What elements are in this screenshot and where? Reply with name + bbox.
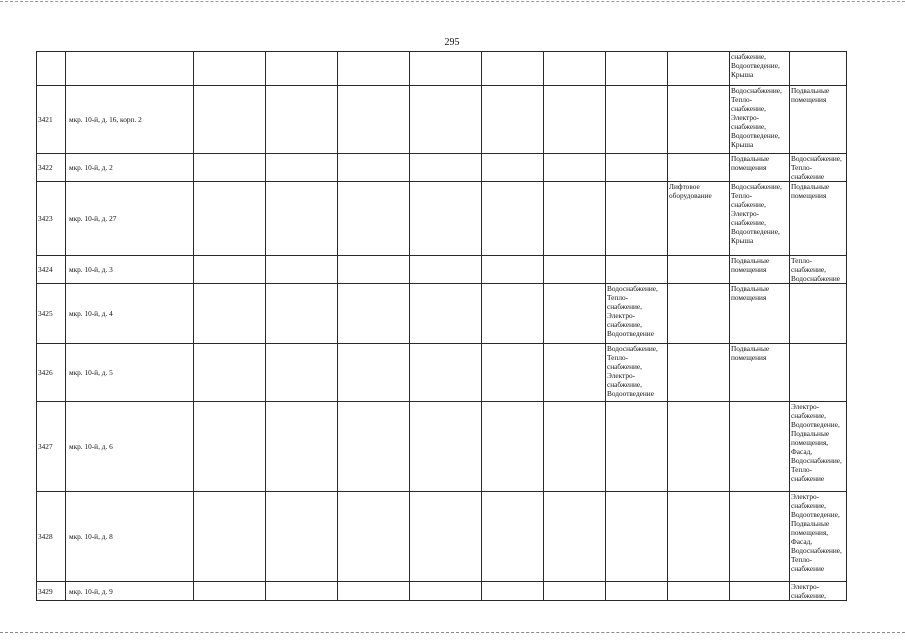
- empty-cell: [194, 154, 266, 182]
- empty-cell: [410, 182, 482, 256]
- address-cell: мкр. 10-й, д. 5: [66, 344, 194, 402]
- row-number-cell: 3426: [37, 344, 66, 402]
- empty-cell: [544, 402, 606, 492]
- work-type-cell: Подвальные помещения: [730, 344, 790, 402]
- empty-cell: [338, 86, 410, 154]
- empty-cell: [266, 582, 338, 601]
- empty-cell: [194, 182, 266, 256]
- address-cell: мкр. 10-й, д. 9: [66, 582, 194, 601]
- empty-cell: [544, 284, 606, 344]
- work-type-cell: [606, 582, 668, 601]
- table-row: [37, 492, 847, 582]
- empty-cell: [266, 154, 338, 182]
- address-cell: мкр. 10-й, д. 3: [66, 256, 194, 284]
- row-number-cell: 3422: [37, 154, 66, 182]
- empty-cell: [410, 154, 482, 182]
- page-number: 295: [444, 37, 460, 48]
- work-type-cell: Подвальные помещения: [790, 86, 847, 154]
- work-type-cell: Электро- снабжение, Водоотведение, Подвальные помещения, Фасад, Водоснабжение, Тепло- снабжение: [790, 492, 847, 582]
- work-type-cell: [668, 256, 730, 284]
- empty-cell: [410, 492, 482, 582]
- row-number-cell: 3424: [37, 256, 66, 284]
- empty-cell: [410, 402, 482, 492]
- empty-cell: [266, 52, 338, 86]
- address-cell: мкр. 10-й, д. 6: [66, 402, 194, 492]
- table-row: [37, 284, 847, 344]
- empty-cell: [266, 256, 338, 284]
- empty-cell: [482, 582, 544, 601]
- work-type-cell: [606, 86, 668, 154]
- empty-cell: [544, 182, 606, 256]
- work-type-cell: [668, 582, 730, 601]
- work-type-cell: [730, 492, 790, 582]
- empty-cell: [266, 492, 338, 582]
- empty-cell: [338, 52, 410, 86]
- work-type-cell: [606, 402, 668, 492]
- table-row: [37, 256, 847, 284]
- empty-cell: [482, 344, 544, 402]
- empty-cell: [194, 52, 266, 86]
- work-type-cell: [730, 582, 790, 601]
- empty-cell: [338, 284, 410, 344]
- work-type-cell: [668, 154, 730, 182]
- empty-cell: [194, 582, 266, 601]
- row-number-cell: 3427: [37, 402, 66, 492]
- table-row: [37, 344, 847, 402]
- empty-cell: [544, 52, 606, 86]
- work-type-cell: Лифтовое оборудование: [668, 182, 730, 256]
- empty-cell: [194, 492, 266, 582]
- work-type-cell: Электро- снабжение, Водоотведение, Подвальные помещения, Фасад, Водоснабжение, Тепло- снабжение: [790, 402, 847, 492]
- empty-cell: [266, 182, 338, 256]
- work-type-cell: Водоснабжение, Тепло- снабжение, Электро- снабжение, Водоотведение, Крыша: [730, 182, 790, 256]
- work-type-cell: [790, 284, 847, 344]
- empty-cell: [338, 256, 410, 284]
- empty-cell: [482, 182, 544, 256]
- empty-cell: [194, 86, 266, 154]
- empty-cell: [544, 86, 606, 154]
- empty-cell: [544, 492, 606, 582]
- scan-top-edge: [0, 1, 905, 3]
- empty-cell: [266, 402, 338, 492]
- empty-cell: [482, 402, 544, 492]
- empty-cell: [410, 582, 482, 601]
- table-row: [37, 86, 847, 154]
- work-type-cell: [606, 154, 668, 182]
- empty-cell: [482, 86, 544, 154]
- empty-cell: [194, 402, 266, 492]
- empty-cell: [410, 86, 482, 154]
- empty-cell: [410, 284, 482, 344]
- empty-cell: [544, 344, 606, 402]
- row-number-cell: 3421: [37, 86, 66, 154]
- address-cell: [66, 52, 194, 86]
- empty-cell: [410, 52, 482, 86]
- work-type-cell: [730, 402, 790, 492]
- table-row: [37, 52, 847, 86]
- empty-cell: [266, 344, 338, 402]
- work-type-cell: [606, 52, 668, 86]
- empty-cell: [544, 256, 606, 284]
- work-type-cell: снабжение, Водоотведение, Крыша: [730, 52, 790, 86]
- work-type-cell: Подвальные помещения: [730, 256, 790, 284]
- empty-cell: [266, 86, 338, 154]
- empty-cell: [338, 154, 410, 182]
- address-cell: мкр. 10-й, д. 4: [66, 284, 194, 344]
- work-type-cell: [668, 52, 730, 86]
- empty-cell: [544, 154, 606, 182]
- work-type-cell: [790, 344, 847, 402]
- work-type-cell: [790, 52, 847, 86]
- empty-cell: [410, 344, 482, 402]
- address-cell: мкр. 10-й, д. 8: [66, 492, 194, 582]
- repair-schedule-table: [36, 51, 847, 601]
- empty-cell: [338, 492, 410, 582]
- work-type-cell: [668, 86, 730, 154]
- row-number-cell: 3425: [37, 284, 66, 344]
- table-row: [37, 154, 847, 182]
- work-type-cell: [606, 182, 668, 256]
- empty-cell: [338, 182, 410, 256]
- work-type-cell: [668, 402, 730, 492]
- work-type-cell: Подвальные помещения: [730, 154, 790, 182]
- empty-cell: [194, 256, 266, 284]
- work-type-cell: [668, 284, 730, 344]
- work-type-cell: Водоснабжение, Тепло- снабжение, Электро- снабжение, Водоотведение, Крыша: [730, 86, 790, 154]
- work-type-cell: [606, 256, 668, 284]
- work-type-cell: Водоснабжение, Тепло- снабжение: [790, 154, 847, 182]
- address-cell: мкр. 10-й, д. 2: [66, 154, 194, 182]
- empty-cell: [544, 582, 606, 601]
- row-number-cell: 3423: [37, 182, 66, 256]
- empty-cell: [338, 402, 410, 492]
- empty-cell: [194, 344, 266, 402]
- address-cell: мкр. 10-й, д. 27: [66, 182, 194, 256]
- scan-bottom-edge: [0, 632, 905, 634]
- work-type-cell: Электро- снабжение,: [790, 582, 847, 601]
- work-type-cell: Подвальные помещения: [790, 182, 847, 256]
- address-cell: мкр. 10-й, д. 16, корп. 2: [66, 86, 194, 154]
- work-type-cell: Водоснабжение, Тепло- снабжение, Электро- снабжение, Водоотведение: [606, 284, 668, 344]
- table-row: [37, 402, 847, 492]
- row-number-cell: 3428: [37, 492, 66, 582]
- work-type-cell: [606, 492, 668, 582]
- work-type-cell: [668, 492, 730, 582]
- table-row: [37, 182, 847, 256]
- work-type-cell: Тепло- снабжение, Водоснабжение: [790, 256, 847, 284]
- empty-cell: [482, 52, 544, 86]
- empty-cell: [482, 256, 544, 284]
- work-type-cell: Водоснабжение, Тепло- снабжение, Электро- снабжение, Водоотведение: [606, 344, 668, 402]
- empty-cell: [338, 344, 410, 402]
- empty-cell: [482, 492, 544, 582]
- empty-cell: [482, 154, 544, 182]
- empty-cell: [482, 284, 544, 344]
- empty-cell: [266, 284, 338, 344]
- empty-cell: [410, 256, 482, 284]
- row-number-cell: 3429: [37, 582, 66, 601]
- empty-cell: [338, 582, 410, 601]
- work-type-cell: Подвальные помещения: [730, 284, 790, 344]
- row-number-cell: [37, 52, 66, 86]
- table-row: [37, 582, 847, 601]
- work-type-cell: [668, 344, 730, 402]
- empty-cell: [194, 284, 266, 344]
